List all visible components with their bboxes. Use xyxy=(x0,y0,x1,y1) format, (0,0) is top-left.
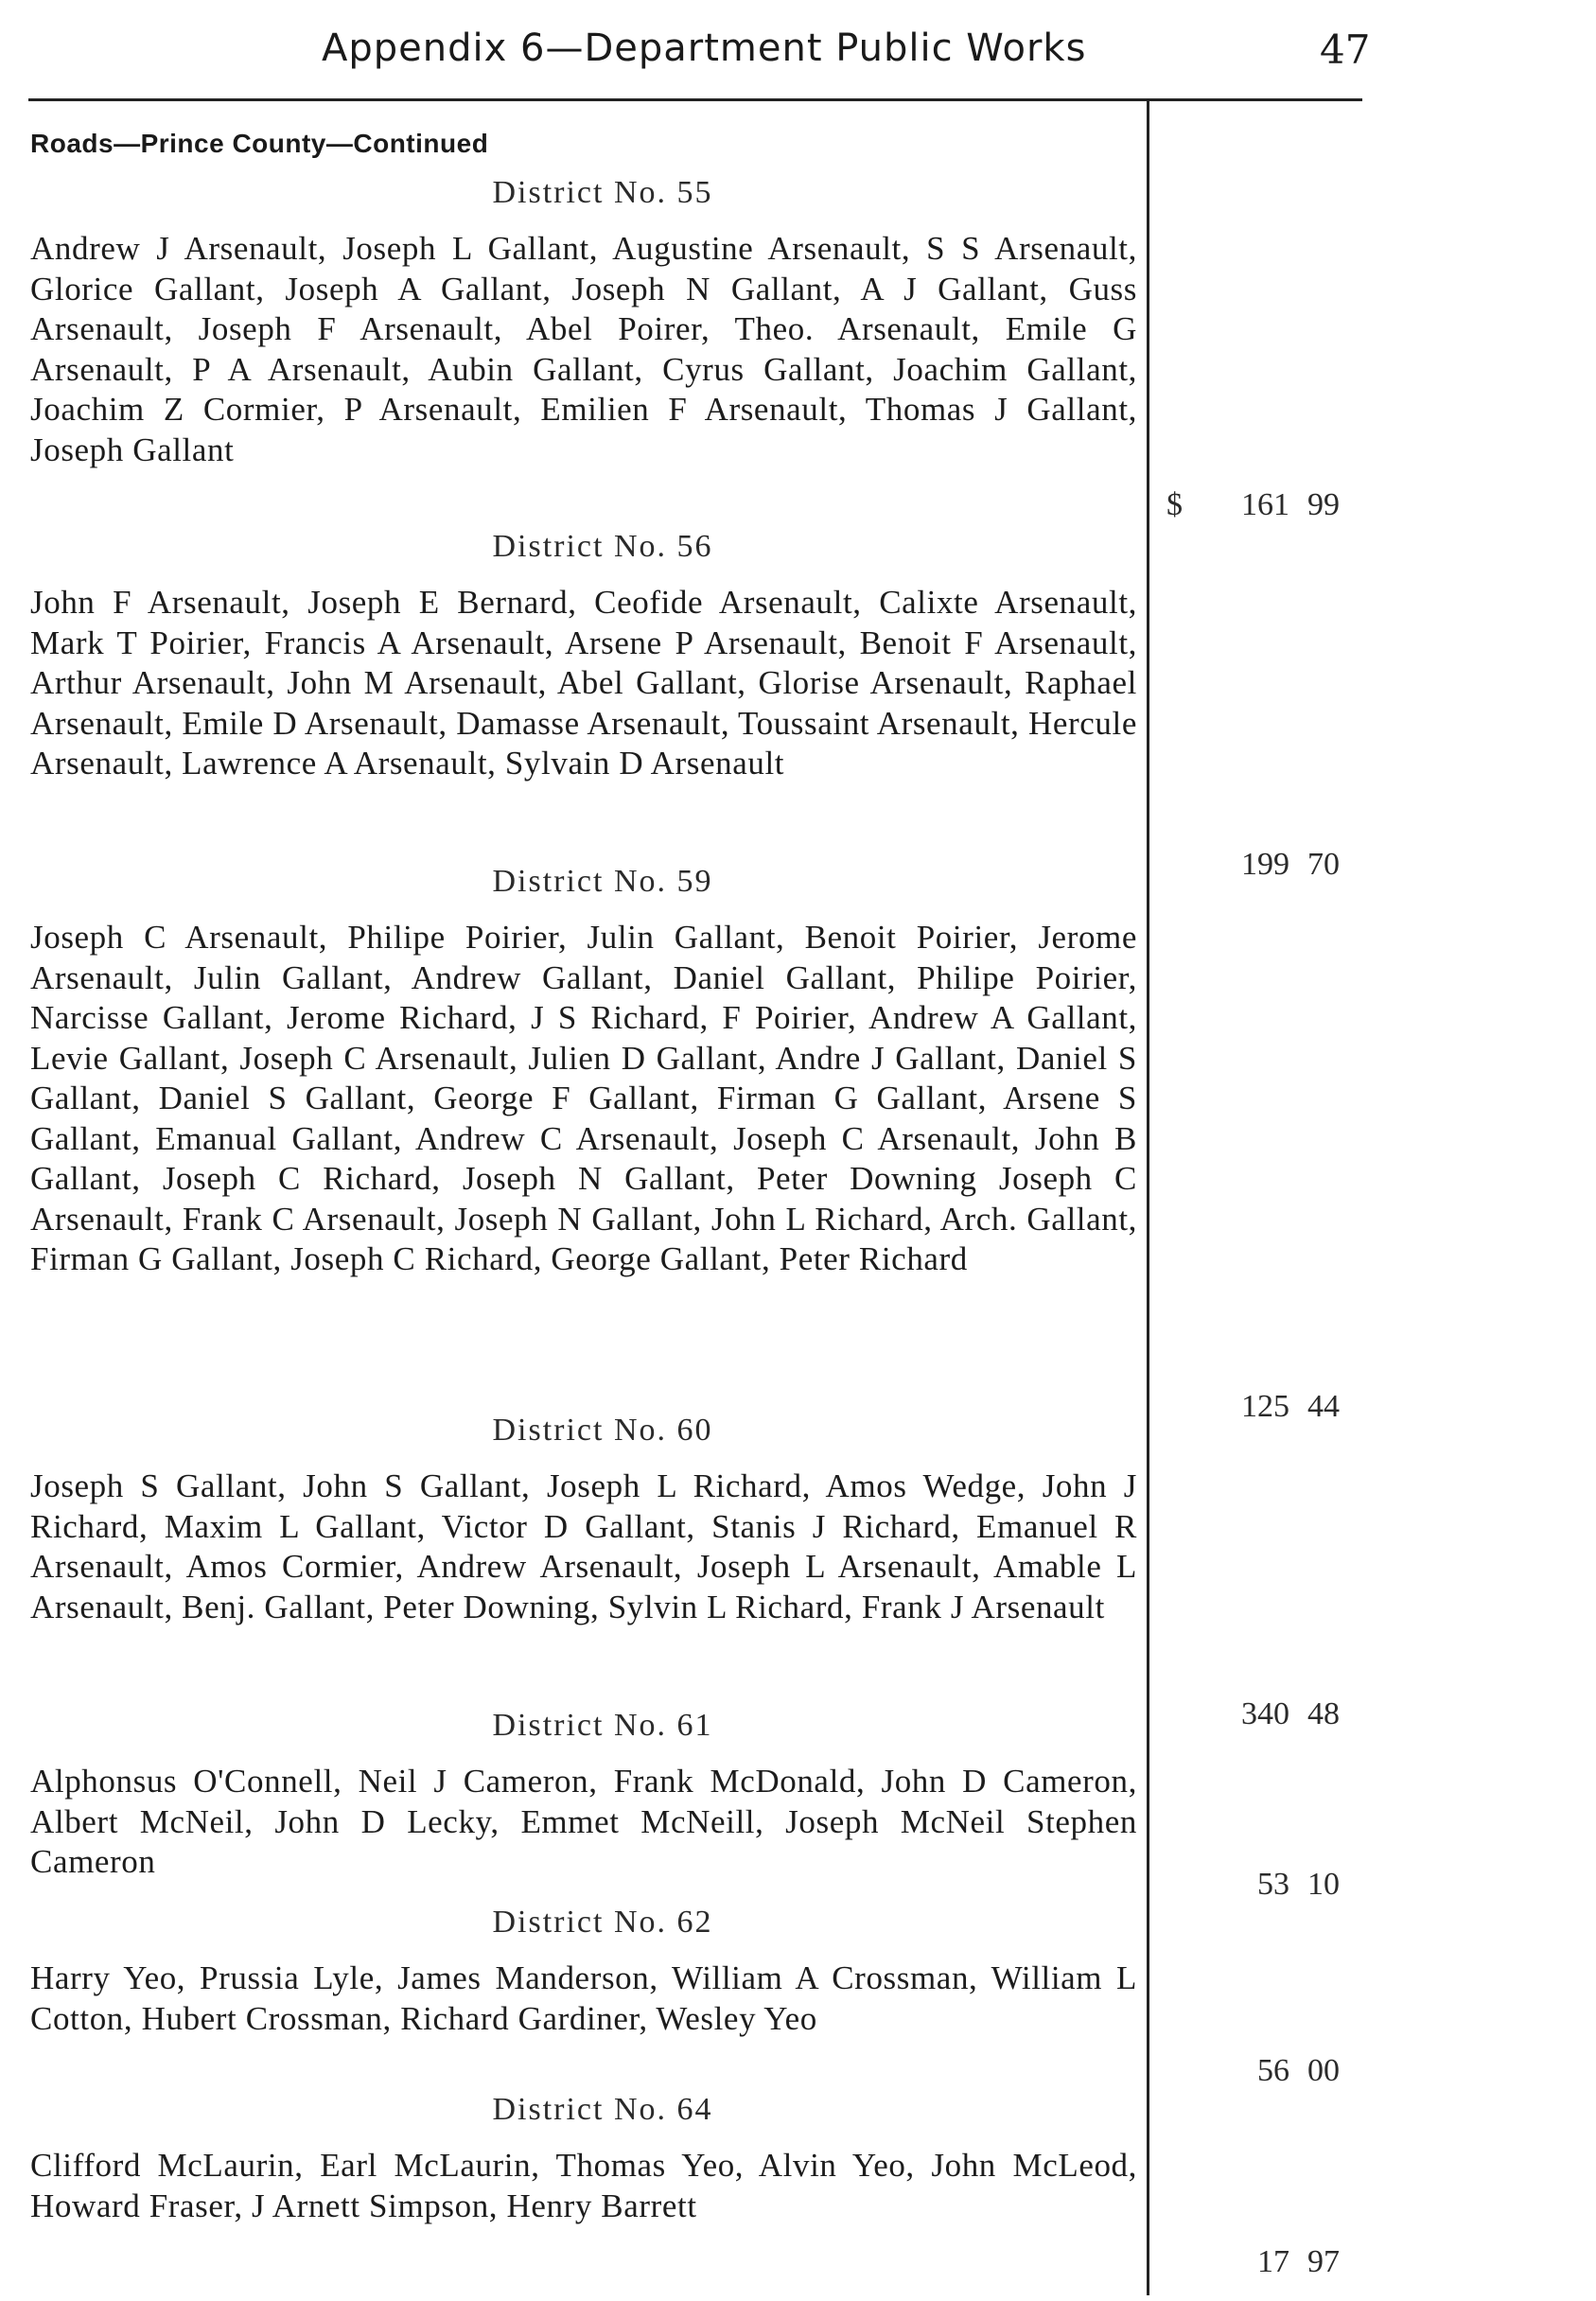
district-names: Joseph C Arsenault, Philipe Poirier, Julin Gallant, Benoit Poirier, Jerome Arsenault, Julin Gallant, Andrew Gallant, Daniel Gallant, Philipe Poirier, Narcisse Gallant, Jerome Richard, J S Richard, F Poirier, Andrew A Gallant, Levie Gallant, Joseph C Arsenault, Julien D Gallant, Andre J Gallant, Daniel S Gallant, Daniel S Gallant, George F Gallant, Firman G Gallant, Arsene S Gallant, Emanual Gallant, Andrew C Arsenault, Joseph C Arsenault, John B Gallant, Joseph C Richard, Joseph N Gallant, Peter Downing Joseph C Arsenault, Frank C Arsenault, Joseph N Gallant, John L Richard, Arch. Gallant, Firman G Gallant, Joseph C Richard, George Gallant, Peter Richard xyxy=(30,919,1137,1277)
amount-dollars: 53 xyxy=(1257,1867,1289,1902)
section-heading: Roads—Prince County—Continued xyxy=(30,129,489,158)
amount-dollars: 199 xyxy=(1241,847,1289,882)
district-names: Harry Yeo, Prussia Lyle, James Manderson, William A Crossman, William L Cotton, Hubert Crossman, Richard Gardiner, Wesley Yeo xyxy=(30,1959,1137,2037)
district-block xyxy=(30,528,1137,784)
dollar-sign: $ xyxy=(1166,487,1183,522)
district-block xyxy=(30,1904,1137,2039)
district-title: District No. 62 xyxy=(492,1905,713,1940)
amount-cents: 70 xyxy=(1307,847,1340,882)
amount-column-rule xyxy=(1147,100,1149,2295)
district-block xyxy=(30,1412,1137,1627)
district-block xyxy=(30,1707,1137,1883)
header-rule xyxy=(28,98,1362,101)
district-names: John F Arsenault, Joseph E Bernard, Ceofide Arsenault, Calixte Arsenault, Mark T Poirier, Francis A Arsenault, Arsene P Arsenault, Benoit F Arsenault, Arthur Arsenault, John M Arsenault, Abel Gallant, Glorise Arsenault, Raphael Arsenault, Emile D Arsenault, Damasse Arsenault, Toussaint Arsenault, Hercule Arsenault, Lawrence A Arsenault, Sylvain D Arsenault xyxy=(30,584,1137,782)
amount-dollars: 17 xyxy=(1257,2244,1289,2279)
amount-cents: 97 xyxy=(1307,2244,1340,2279)
district-title: District No. 59 xyxy=(492,864,713,899)
district-names: Clifford McLaurin, Earl McLaurin, Thomas Yeo, Alvin Yeo, John McLeod, Howard Fraser, J Arnett Simpson, Henry Barrett xyxy=(30,2147,1137,2224)
amount-cents: 99 xyxy=(1307,487,1340,522)
amount-dollars: 125 xyxy=(1241,1389,1289,1424)
amount-cents: 10 xyxy=(1307,1867,1340,1902)
district-block xyxy=(30,863,1137,1280)
amount-cents: 44 xyxy=(1307,1389,1340,1424)
amount-cents: 48 xyxy=(1307,1696,1340,1731)
amount-cents: 00 xyxy=(1307,2053,1340,2088)
district-names: Alphonsus O'Connell, Neil J Cameron, Frank McDonald, John D Cameron, Albert McNeil, John D Lecky, Emmet McNeill, Joseph McNeil Stephen Cameron xyxy=(30,1763,1137,1880)
district-title: District No. 60 xyxy=(492,1413,713,1448)
district-title: District No. 56 xyxy=(492,529,713,564)
amount-dollars: 161 xyxy=(1241,487,1289,522)
amount-dollars: 340 xyxy=(1241,1696,1289,1731)
amount-dollars: 56 xyxy=(1257,2053,1289,2088)
district-title: District No. 55 xyxy=(492,175,713,210)
district-names: Joseph S Gallant, John S Gallant, Joseph L Richard, Amos Wedge, John J Richard, Maxim L Gallant, Victor D Gallant, Stanis J Richard, Emanuel R Arsenault, Amos Cormier, Andrew Arsenault, Joseph L Arsenault, Amable L Arsenault, Benj. Gallant, Peter Downing, Sylvin L Richard, Frank J Arsenault xyxy=(30,1467,1137,1625)
district-title: District No. 64 xyxy=(492,2092,713,2127)
district-names: Andrew J Arsenault, Joseph L Gallant, Augustine Arsenault, S S Arsenault, Glorice Gallant, Joseph A Gallant, Joseph N Gallant, A J Gallant, Guss Arsenault, Joseph F Arsenault, Abel Poirer, Theo. Arsenault, Emile G Arsenault, P A Arsenault, Aubin Gallant, Cyrus Gallant, Joachim Gallant, Joachim Z Cormier, P Arsenault, Emilien F Arsenault, Thomas J Gallant, Joseph Gallant xyxy=(30,230,1137,468)
page-number: 47 xyxy=(1320,26,1371,73)
district-block xyxy=(30,174,1137,470)
running-head: Appendix 6—Department Public Works xyxy=(322,26,1087,70)
district-title: District No. 61 xyxy=(492,1708,713,1743)
district-block xyxy=(30,2091,1137,2226)
